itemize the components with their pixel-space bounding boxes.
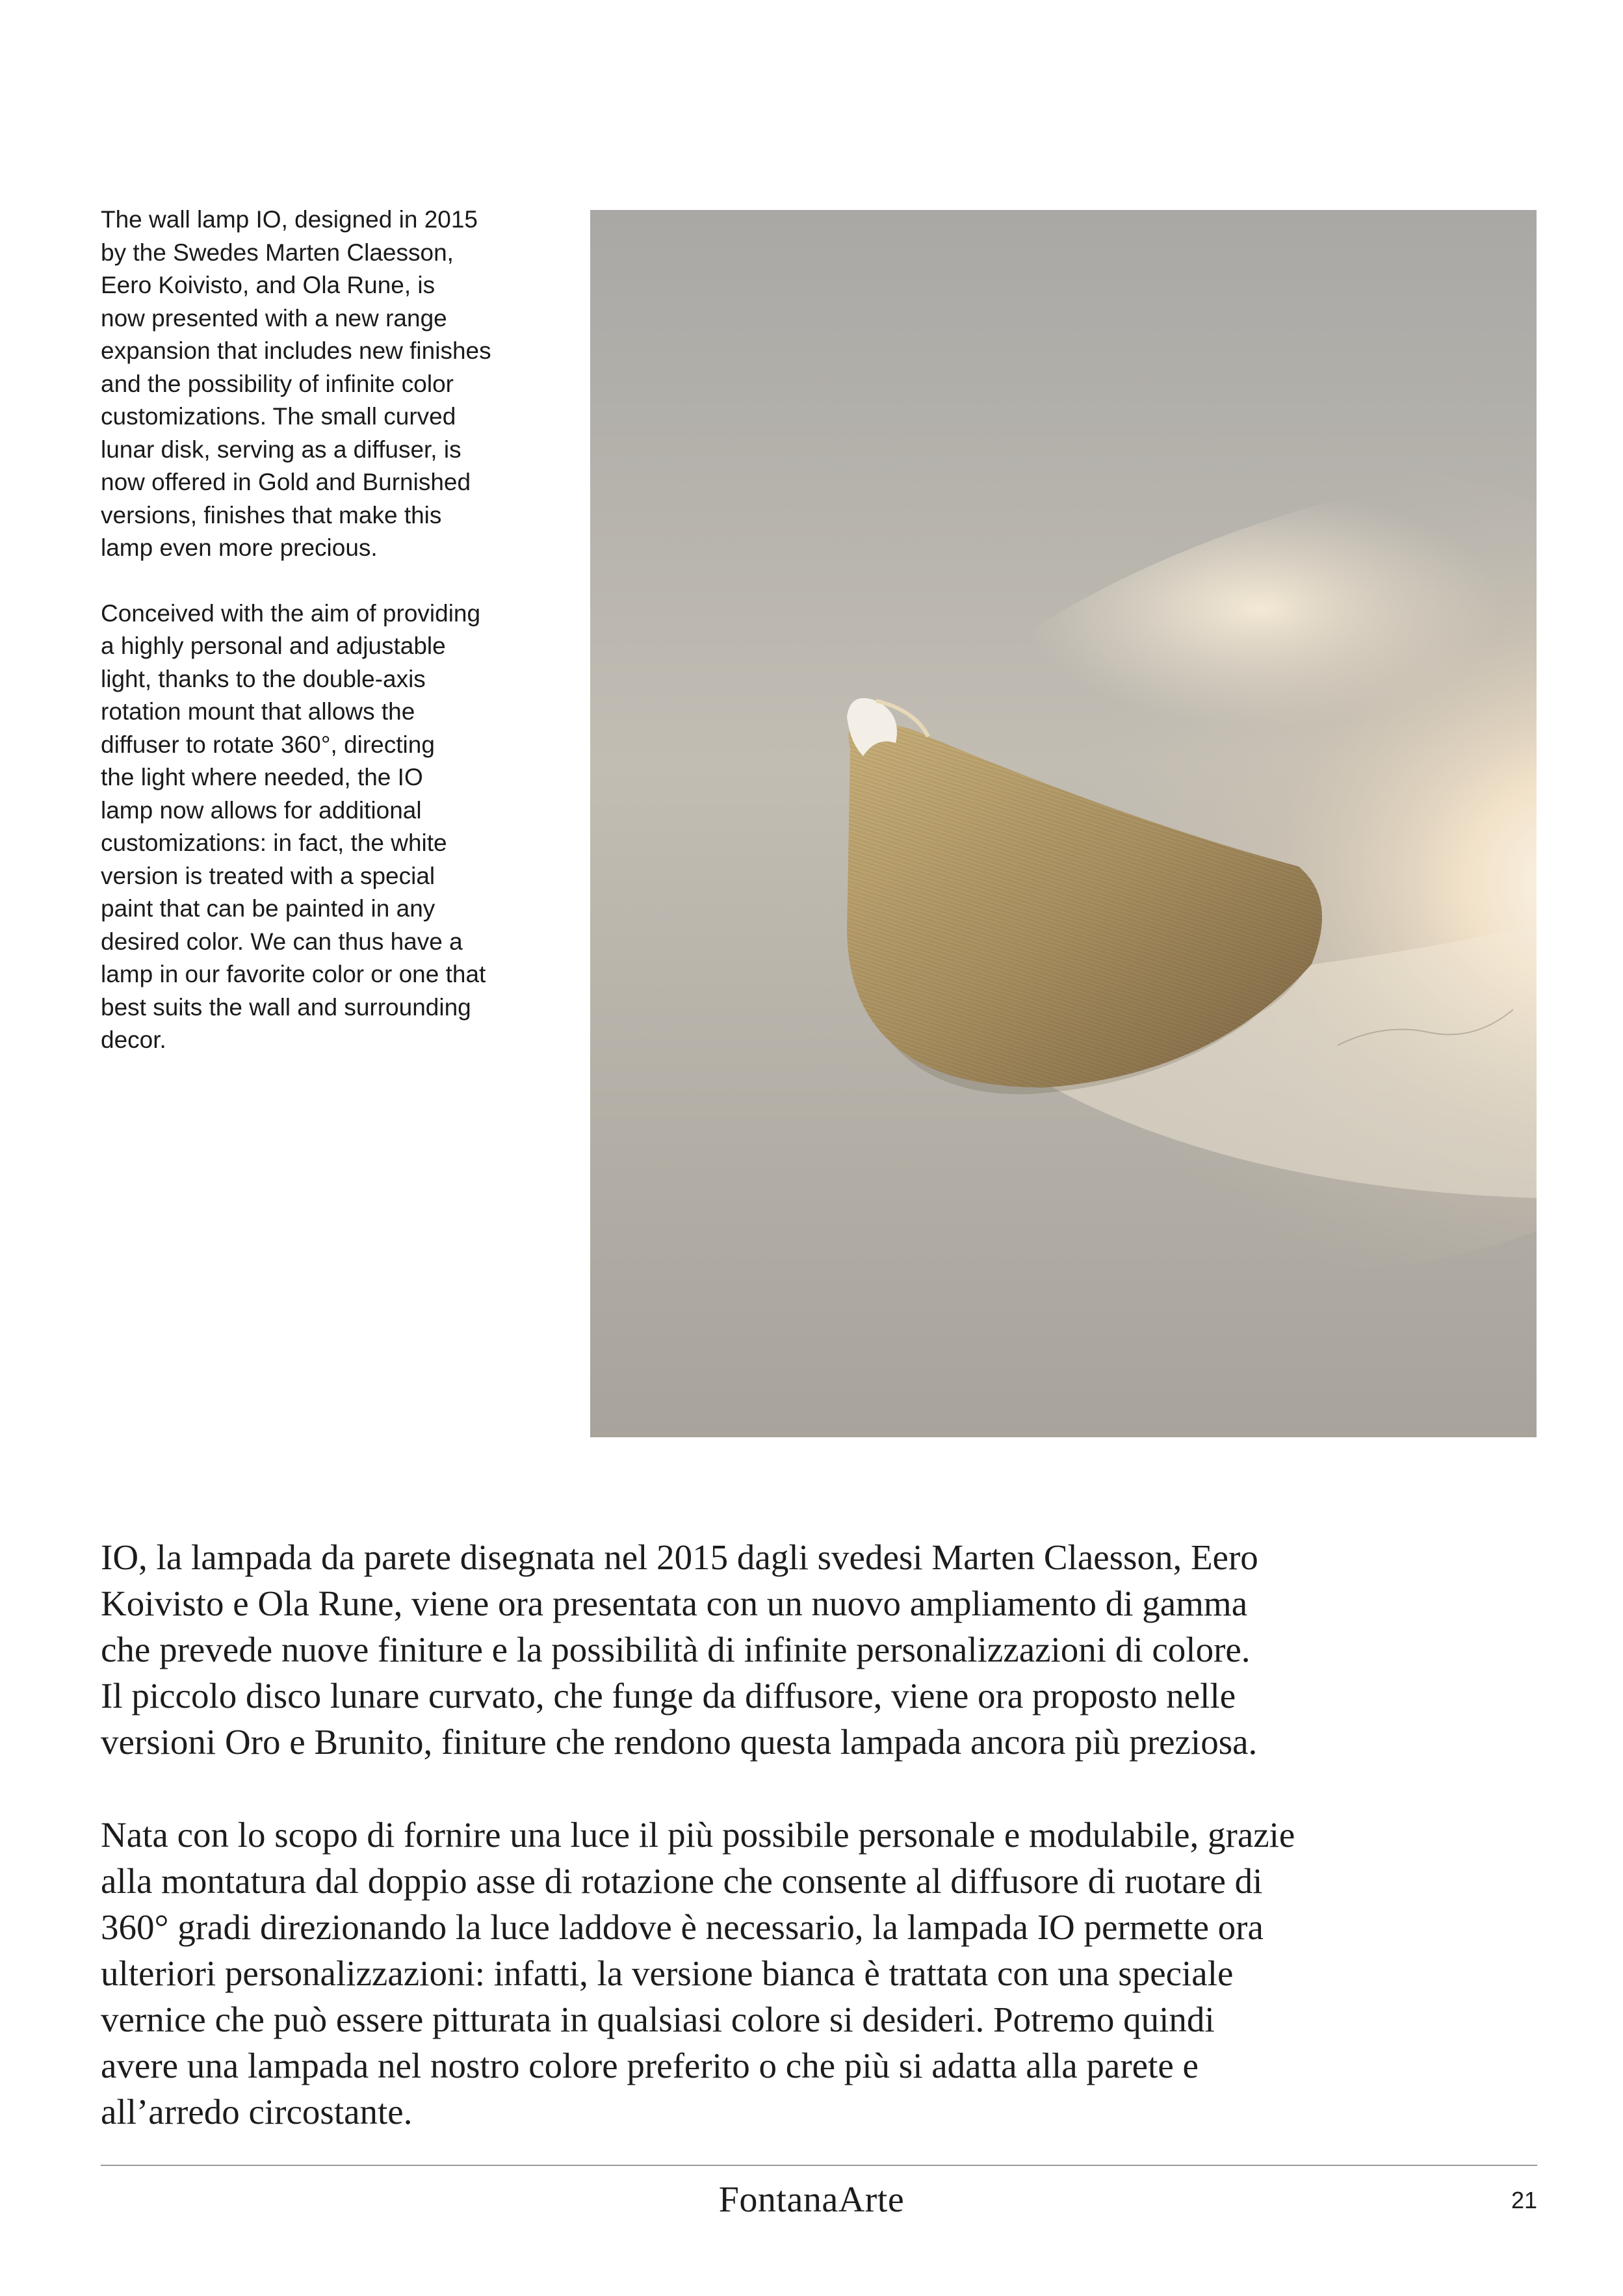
brand-wordmark: FontanaArte [718,2180,905,2220]
english-paragraph-2: Conceived with the aim of providing a highly personal and adjustable light, thanks to the double-axis rotation mount that allows the diffuser to rotate 360°, directing the light where needed, the IO lamp now allows for additional customizations: in fact, the white version is treated with a special paint that can be painted in any desired color. We can thus have a lamp in our favorite color or one that best suits the wall and surrounding decor. [101,599,486,1053]
english-text-column [101,203,556,1089]
italian-paragraph-1: IO, la lampada da parete disegnata nel 2015 dagli svedesi Marten Claesson, Eero Koivisto e Ola Rune, viene ora presentata con un nuovo ampliamento di gamma che prevede nuove finiture e la possibilità di infinite personalizzazioni di colore. Il piccolo disco lunare curvato, che funge da diffusore, viene ora proposto nelle versioni Oro e Brunito, finiture che rendono questa lampada ancora più preziosa. [101,1537,1258,1762]
footer-divider [101,2165,1537,2166]
italian-paragraph-2: Nata con lo scopo di fornire una luce il più possibile personale e modulabile, grazie alla montatura dal doppio asse di rotazione che consente al diffusore di ruotare di 360° gradi direzionando la luce laddove è necessario, la lampada IO permette ora ulteriori personalizzazioni: infatti, la versione bianca è trattata con una speciale vernice che può essere pitturata in qualsiasi colore si desideri. Potremo quindi avere una lampada nel nostro colore preferito o che più si adatta alla parete e all’arredo circostante. [101,1815,1295,2132]
lamp-photo [590,210,1537,1437]
italian-text-column [101,1534,1537,2182]
english-paragraph-1: The wall lamp IO, designed in 2015 by the Swedes Marten Claesson, Eero Koivisto, and Ola Rune, is now presented with a new range expansion that includes new finishes and the possibility of infinite color customizations. The small curved lunar disk, serving as a diffuser, is now offered in Gold and Burnished versions, finishes that make this lamp even more precious. [101,206,491,561]
page-number: 21 [1511,2187,1537,2213]
